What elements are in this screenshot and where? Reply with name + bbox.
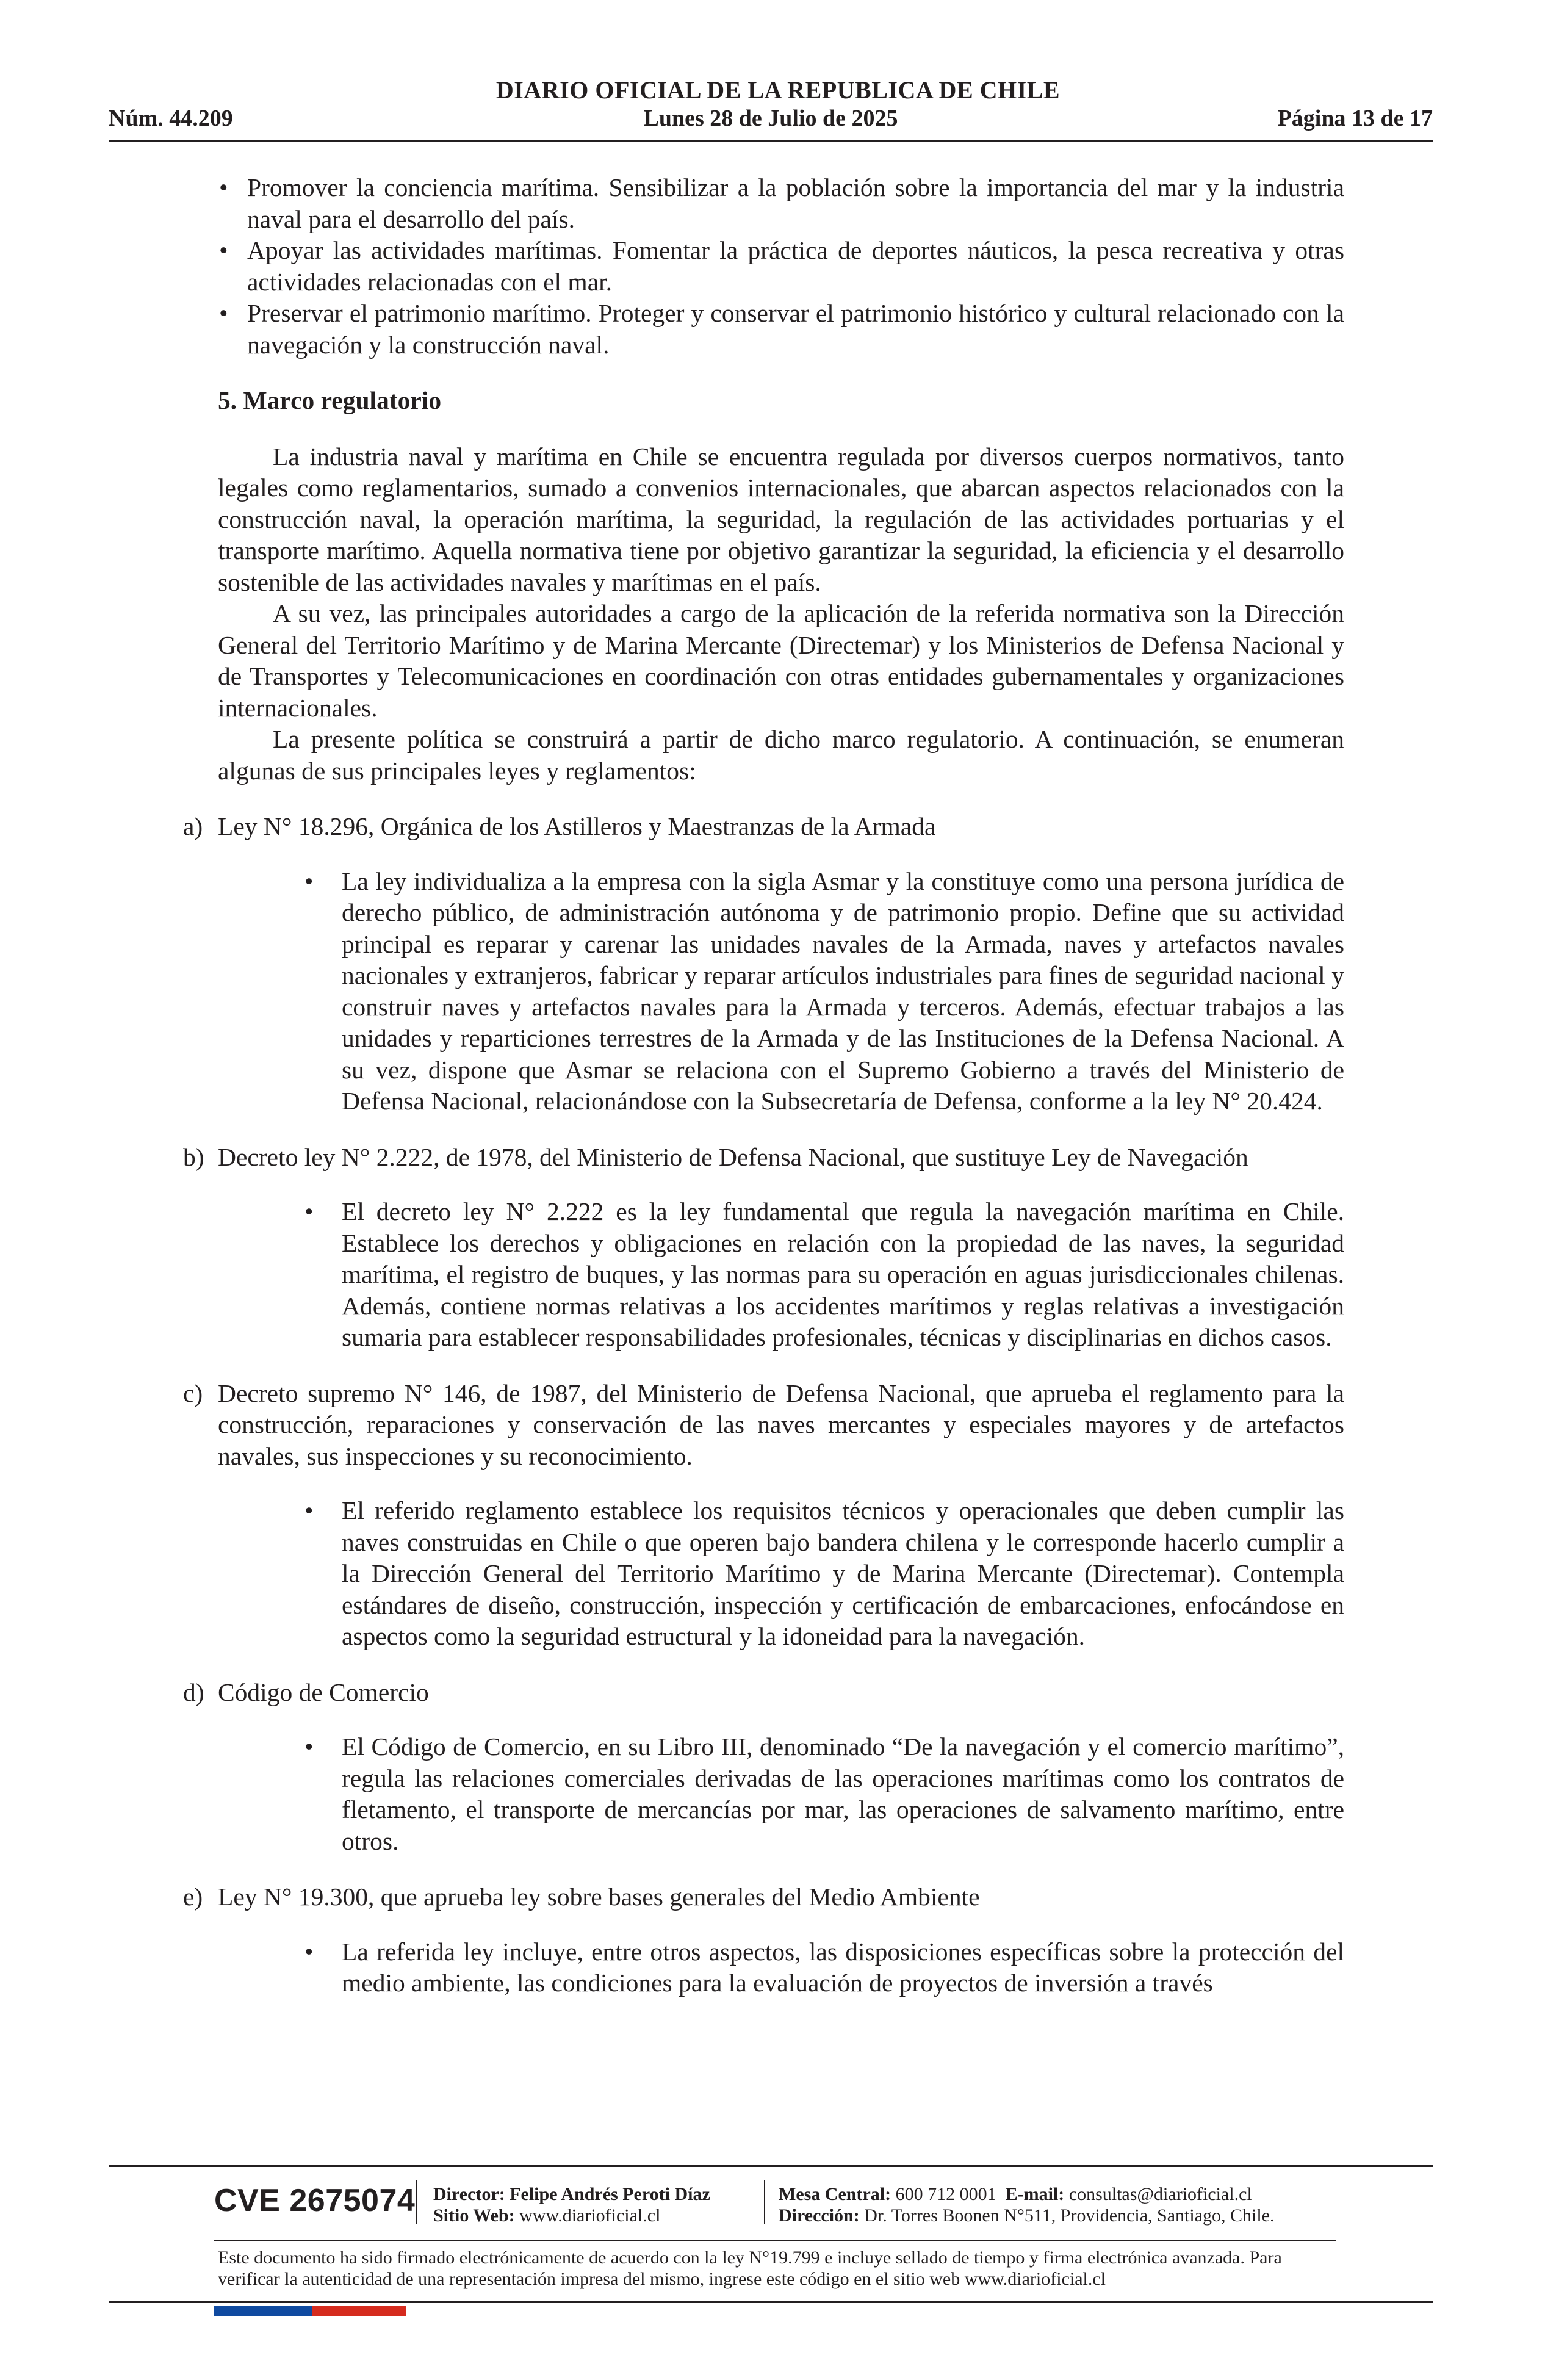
item-label: e)	[183, 1883, 203, 1911]
director-label: Director:	[433, 2184, 505, 2204]
item-label: a)	[183, 812, 203, 840]
regulation-item-b	[128, 1142, 1344, 1174]
bullet-icon: •	[219, 299, 228, 327]
flag-stripe-red	[312, 2306, 406, 2316]
footer-director-block	[433, 2183, 710, 2226]
body-paragraph: La presente política se construirá a partir de dicho marco regulatorio. A continuación, se enumeran algunas de sus principales leyes y reglamentos:	[218, 725, 1344, 785]
footer-separator	[416, 2180, 417, 2224]
item-bullet	[304, 1196, 1344, 1354]
bullet-icon: •	[304, 1197, 314, 1225]
item-bullet	[304, 1731, 1344, 1857]
bullet-icon: •	[219, 173, 228, 201]
flag-stripe-blue	[214, 2306, 312, 2316]
footer-divider-bottom	[109, 2301, 1433, 2303]
document-body	[183, 172, 1344, 1999]
site-link[interactable]: www.diarioficial.cl	[519, 2205, 661, 2226]
item-title: Decreto supremo N° 146, de 1987, del Ministerio de Defensa Nacional, que aprueba el reglamento para la construcción, reparaciones y conservación de las naves mercantes y especiales mayores y de artefactos navales, sus inspecciones y su reconocimiento.	[218, 1379, 1344, 1470]
bullet-icon: •	[304, 867, 314, 895]
header-divider	[109, 140, 1433, 142]
issue-date: Lunes 28 de Julio de 2025	[643, 106, 898, 131]
item-bullet	[304, 866, 1344, 1117]
item-bullet-text: El decreto ley N° 2.222 es la ley fundamental que regula la navegación marítima en Chile. Establece los derechos y obligaciones en relación con la propiedad de las naves, la seguridad marítima, el registro de buques, y las normas para su operación en aguas jurisdiccionales chilenas. Además, contiene normas relativas a los accidentes marítimos y reglas relativas a investigación sumaria para establecer responsabilidades profesionales, técnicas y disciplinarias en dichos casos.	[342, 1197, 1344, 1351]
intro-bullet-item	[218, 235, 1344, 298]
body-paragraph: A su vez, las principales autoridades a cargo de la aplicación de la referida normativa son la Dirección General del Territorio Marítimo y de Marina Mercante (Directemar) y los Ministerios de Defensa Nacional y de Transportes y Telecomunicaciones en coordinación con otras entidades gubernamentales y organizaciones internacionales.	[218, 599, 1344, 722]
intro-bullet-item	[218, 298, 1344, 361]
item-title: Ley N° 19.300, que aprueba ley sobre bases generales del Medio Ambiente	[218, 1883, 980, 1911]
item-bullet-text: El referido reglamento establece los requisitos técnicos y operacionales que deben cumplir las naves construidas en Chile o que operen bajo bandera chilena y le corresponde hacerlo cumplir a la Dirección General del Territorio Marítimo y de Marina Mercante (Directemar). Contempla estándares de diseño, construcción, inspección y certificación de embarcaciones, enfocándose en aspectos como la seguridad estructural y la idoneidad para la navegación.	[342, 1496, 1344, 1650]
section-heading: 5. Marco regulatorio	[218, 386, 442, 414]
intro-bullet-text: Apoyar las actividades marítimas. Fomentar la práctica de deportes náuticos, la pesca recreativa y otras actividades relacionadas con el mar.	[247, 236, 1344, 296]
footer-separator	[764, 2180, 765, 2224]
address-label: Dirección:	[779, 2205, 860, 2226]
mesa-label: Mesa Central:	[779, 2184, 891, 2204]
item-label: d)	[183, 1678, 204, 1706]
site-label: Sitio Web:	[433, 2205, 515, 2226]
body-paragraph: La industria naval y marítima en Chile se encuentra regulada por diversos cuerpos normativos, tanto legales como reglamentarios, sumado a convenios internacionales, que abarcan aspectos relacionados con la construcción naval, la operación marítima, la seguridad, la regulación de las actividades portuarias y el transporte marítimo. Aquella normativa tiene por objetivo garantizar la seguridad, la eficiencia y el desarrollo sostenible de las actividades navales y marítimas en el país.	[218, 442, 1344, 596]
footer-divider-middle	[214, 2240, 1336, 2241]
item-title: Decreto ley N° 2.222, de 1978, del Ministerio de Defensa Nacional, que sustituye Ley de Navegación	[218, 1142, 1248, 1171]
intro-bullet-item	[218, 172, 1344, 235]
legal-notice: Este documento ha sido firmado electrónicamente de acuerdo con la ley N°19.799 e incluye sellado de tiempo y firma electrónica avanzada. Para verificar la autenticidad de una representación impresa del mismo, ingrese este código en el sitio web www.diarioficial.cl	[218, 2248, 1282, 2289]
cve-code: CVE 2675074	[214, 2183, 416, 2218]
bullet-icon: •	[304, 1733, 314, 1761]
email-label: E-mail:	[1005, 2184, 1065, 2204]
bullet-icon: •	[304, 1496, 314, 1524]
footer-divider-top	[109, 2165, 1433, 2167]
item-bullet	[304, 1495, 1344, 1653]
intro-bullet-text: Preservar el patrimonio marítimo. Proteger y conservar el patrimonio histórico y cultural relacionado con la navegación y la construcción naval.	[247, 299, 1344, 359]
item-title: Código de Comercio	[218, 1678, 429, 1706]
item-bullet-text: El Código de Comercio, en su Libro III, denominado “De la navegación y el comercio marítimo”, regula las relaciones comerciales derivadas de las operaciones marítimas como los contratos de fletamento, el transporte de mercancías por mar, las operaciones de salvamento marítimo, entre otros.	[342, 1733, 1344, 1855]
bullet-icon: •	[219, 236, 228, 264]
footer-contact-block	[779, 2183, 1275, 2226]
item-bullet-text: La ley individualiza a la empresa con la sigla Asmar y la constituye como una persona jurídica de derecho público, de administración autónoma y de patrimonio propio. Define que su actividad principal es reparar y carenar las unidades navales de la Armada, naves y artefactos navales nacionales y extranjeros, fabricar y reparar artículos industriales para fines de seguridad nacional y construir naves y artefactos navales para la Armada y terceros. Además, efectuar trabajos a las unidades y reparticiones terrestres de la Armada y de las Instituciones de la Defensa Nacional. A su vez, dispone que Asmar se relaciona con el Supremo Gobierno a través del Ministerio de Defensa Nacional, relacionándose con la Subsecretaría de Defensa, conforme a la ley N° 20.424.	[342, 867, 1344, 1115]
item-label: b)	[183, 1142, 204, 1171]
regulation-item-c	[128, 1378, 1344, 1473]
address-value: Dr. Torres Boonen N°511, Providencia, Santiago, Chile.	[864, 2205, 1275, 2226]
item-label: c)	[183, 1379, 203, 1407]
gazette-title: DIARIO OFICIAL DE LA REPUBLICA DE CHILE	[495, 76, 1061, 104]
issue-number: Núm. 44.209	[109, 106, 233, 131]
page-number: Página 13 de 17	[1277, 106, 1433, 131]
bullet-icon: •	[304, 1937, 314, 1966]
mesa-phone: 600 712 0001	[895, 2184, 996, 2204]
email-link[interactable]: consultas@diarioficial.cl	[1068, 2184, 1252, 2204]
item-title: Ley N° 18.296, Orgánica de los Astilleros y Maestranzas de la Armada	[218, 812, 936, 840]
director-name: Felipe Andrés Peroti Díaz	[510, 2184, 710, 2204]
regulation-item-d	[128, 1677, 1344, 1709]
regulation-item-a	[128, 811, 1344, 843]
item-bullet	[304, 1936, 1344, 1999]
regulation-item-e	[128, 1881, 1344, 1913]
intro-bullet-text: Promover la conciencia marítima. Sensibilizar a la población sobre la importancia del mar y la industria naval para el desarrollo del país.	[247, 173, 1344, 233]
item-bullet-text: La referida ley incluye, entre otros aspectos, las disposiciones específicas sobre la protección del medio ambiente, las condiciones para la evaluación de proyectos de inversión a través	[342, 1937, 1344, 1997]
